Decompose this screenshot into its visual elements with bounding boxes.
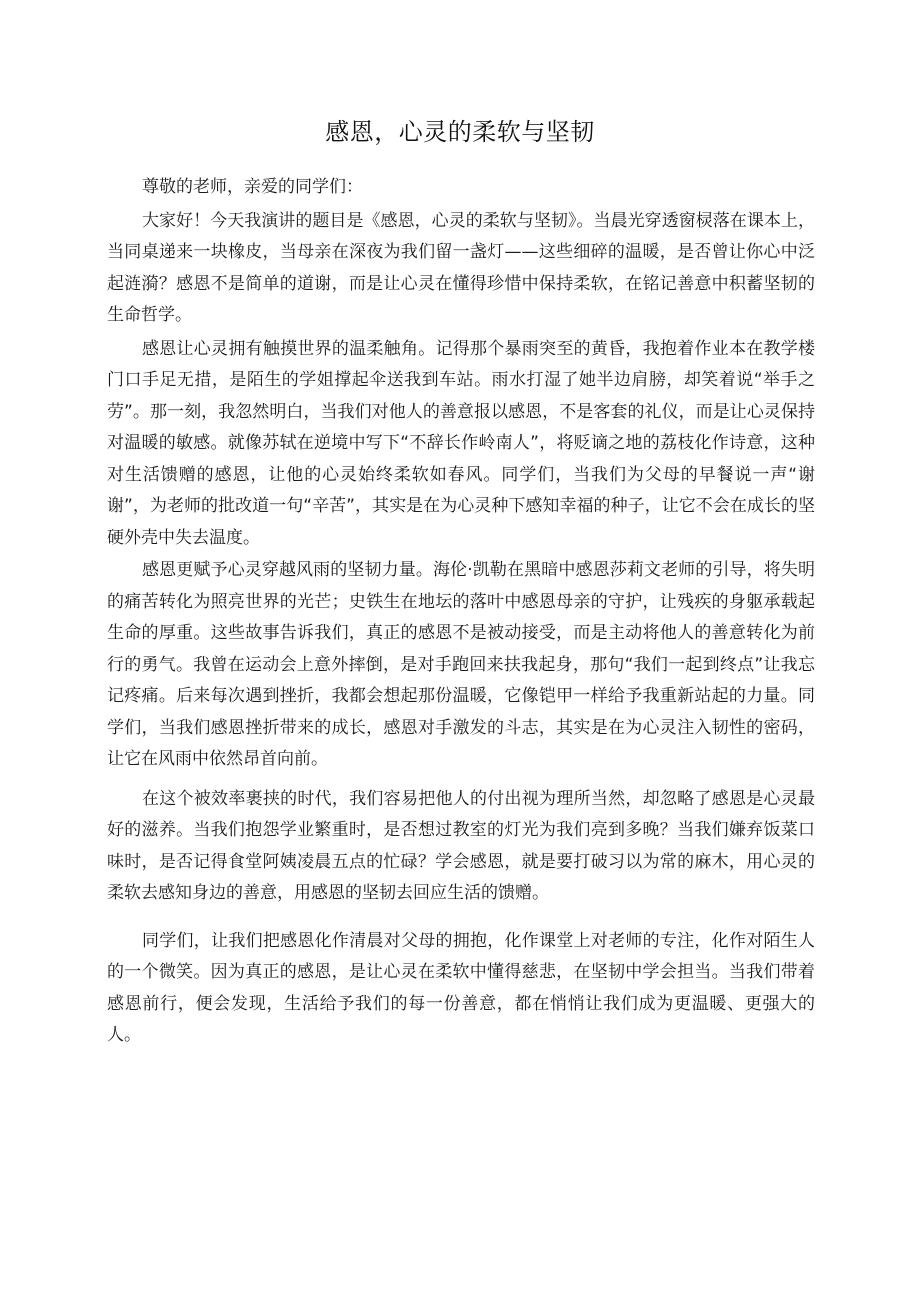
paragraph-conclusion: 同学们，让我们把感恩化作清晨对父母的拥抱，化作课堂上对老师的专注，化作对陌生人的一个微笑。因为真正的感恩，是让心灵在柔软中懂得慈悲，在坚韧中学会担当。当我们带着感恩前行，便会发现，生活给予我们的每一份善意，都在悄悄让我们成为更温暖、更强大的人。 bbox=[107, 930, 815, 1045]
paragraph-gentleness: 感恩让心灵拥有触摸世界的温柔触角。记得那个暴雨突至的黄昏，我抱着作业本在教学楼门口手足无措，是陌生的学姐撑起伞送我到车站。雨水打湿了她半边肩膀，却笑着说“举手之劳”。那一刻，我忽然明白，当我们对他人的善意报以感恩，不是客套的礼仪，而是让心灵保持对温暖的敏感。就像苏轼在逆境中写下“不辞长作岭南人”，将贬谪之地的荔枝化作诗意，这种对生活馈赠的感恩，让他的心灵始终柔软如春风。同学们，当我们为父母的早餐说一声“谢谢”，为老师的批改道一句“辛苦”，其实是在为心灵种下感知幸福的种子，让它不会在成长的坚硬外壳中失去温度。 bbox=[107, 338, 815, 548]
paragraph-era: 在这个被效率裹挟的时代，我们容易把他人的付出视为理所当然，却忽略了感恩是心灵最好的滋养。当我们抱怨学业繁重时，是否想过教室的灯光为我们亮到多晚？当我们嫌弃饭菜口味时，是否记得食堂阿姨凌晨五点的忙碌？学会感恩，就是要打破习以为常的麻木，用心灵的柔软去感知身边的善意，用感恩的坚韧去回应生活的馈赠。 bbox=[107, 788, 815, 903]
paragraph-intro: 大家好！今天我演讲的题目是《感恩，心灵的柔软与坚韧》。当晨光穿透窗棂落在课本上，当同桌递来一块橡皮，当母亲在深夜为我们留一盏灯——这些细碎的温暖，是否曾让你心中泛起涟漪？感恩不是简单的道谢，而是让心灵在懂得珍惜中保持柔软，在铭记善意中积蓄坚韧的生命哲学。 bbox=[107, 210, 815, 325]
speech-body bbox=[107, 172, 815, 1052]
paragraph-resilience: 感恩更赋予心灵穿越风雨的坚韧力量。海伦·凯勒在黑暗中感恩莎莉文老师的引导，将失明的痛苦转化为照亮世界的光芒；史铁生在地坛的落叶中感恩母亲的守护，让残疾的身躯承载起生命的厚重。这些故事告诉我们，真正的感恩不是被动接受，而是主动将他人的善意转化为前行的勇气。我曾在运动会上意外摔倒，是对手跑回来扶我起身，那句“我们一起到终点”让我忘记疼痛。后来每次遇到挫折，我都会想起那份温暖，它像铠甲一样给予我重新站起的力量。同学们，当我们感恩挫折带来的成长，感恩对手激发的斗志，其实是在为心灵注入韧性的密码，让它在风雨中依然昂首向前。 bbox=[107, 560, 815, 769]
greeting-paragraph: 尊敬的老师，亲爱的同学们： bbox=[142, 177, 363, 197]
page-title: 感恩，心灵的柔软与坚韧 bbox=[325, 118, 595, 146]
